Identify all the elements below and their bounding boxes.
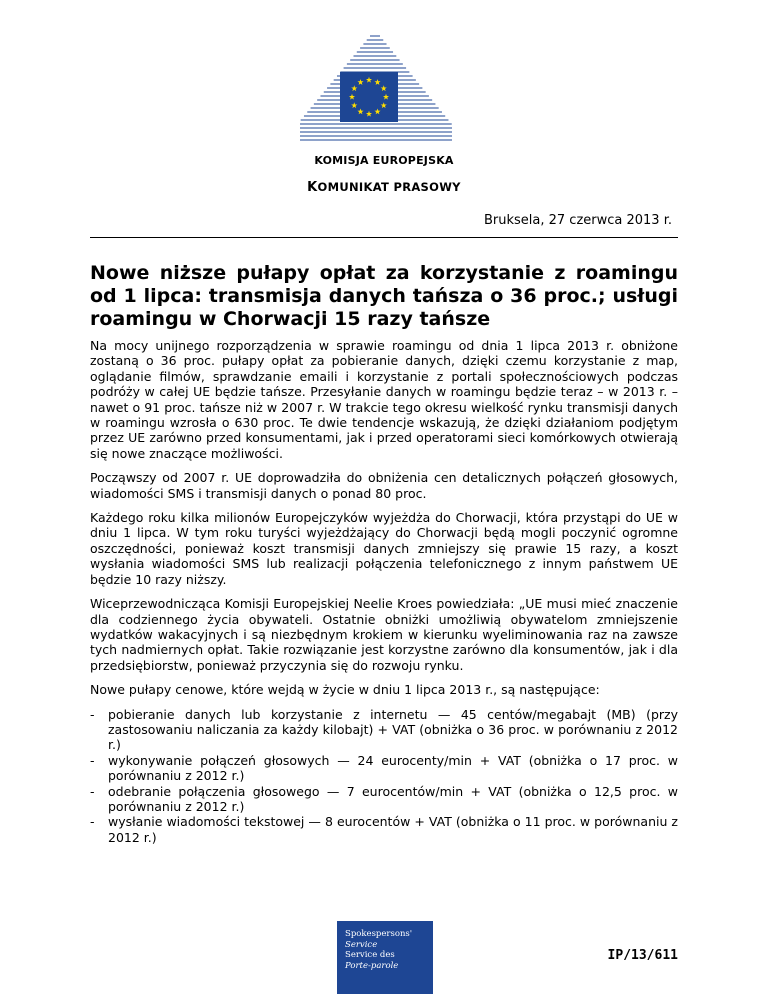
dateline: Bruksela, 27 czerwca 2013 r. <box>483 213 672 228</box>
list-item <box>90 707 678 753</box>
badge-line: Service <box>345 939 378 950</box>
paragraph: Począwszy od 2007 r. UE doprowadziła do obniżenia cen detalicznych połączeń głosowych, wiadomości SMS i transmisji danych o ponad 80 proc. <box>90 470 678 501</box>
header-divider <box>90 237 678 238</box>
price-cap-list <box>90 707 678 846</box>
paragraph: Każdego roku kilka milionów Europejczyków wyjeżdża do Chorwacji, która przystąpi do UE w dniu 1 lipca. W tym roku turyści wyjeżdżający do Chorwacji będą mogli poczynić ogromne oszczędności, ponieważ koszt transmisji danych zmniejszy się prawie 15 razy, a koszt wysłania wiadomości SMS lub realizacji połączenia telefonicznego z innym państwem UE będzie 10 razy niższy. <box>90 510 678 587</box>
paragraph: Na mocy unijnego rozporządzenia w sprawie roamingu od dnia 1 lipca 2013 r. obniżone zostaną o 36 proc. pułapy opłat za pobieranie danych, dzięki czemu korzystanie z map, oglądanie filmów, sprawdzanie emaili i korzystanie z portali społecznościowych podczas podróży w całej UE będzie tańsze. Przesyłanie danych w roamingu będzie teraz – w 2013 r. – nawet o 91 proc. tańsze niż w 2007 r. W trakcie tego okresu wielkość rynku transmisji danych w roamingu wzrosła o 630 proc. Te dwie tendencje wskazują, że dzięki działaniom podjętym przez UE zarówno przed konsumentami, jak i przed operatorami sieci komórkowych otwierają się nowe znaczące możliwości. <box>90 338 678 461</box>
organization-name: KOMISJA EUROPEJSKA <box>314 154 454 167</box>
release-type-rest: OMUNIKAT PRASOWY <box>317 180 461 194</box>
article-body <box>90 338 678 845</box>
paragraph: Wiceprzewodnicząca Komisji Europejskiej Neelie Kroes powiedziała: „UE musi mieć znaczenie dla codziennego życia obywateli. Ostatnie obniżki umożliwią obywatelom zmniejszenie wydatków wakacyjnych i są niezbędnym krokiem w kierunku wyeliminowania raz na zawsze tych nadmiernych opłat. Takie rozwiązanie jest korzystne zarówno dla konsumentów, jak i dla przedsiębiorstw, ponieważ przyczynia się do rozwoju rynku. <box>90 596 678 673</box>
list-marker: - <box>90 814 95 830</box>
release-type <box>0 180 768 195</box>
list-item <box>90 753 678 784</box>
list-item-text: wykonywanie połączeń głosowych — 24 eurocenty/min + VAT (obniżka o 17 proc. w porównaniu z 2012 r.) <box>108 752 678 784</box>
badge-line: Spokespersons' <box>345 929 413 939</box>
list-item-text: wysłanie wiadomości tekstowej — 8 eurocentów + VAT (obniżka o 11 proc. w porównaniu z 2012 r.) <box>108 814 678 845</box>
badge-line: Porte-parole <box>345 960 399 971</box>
logo-svg <box>296 30 458 150</box>
list-marker: - <box>90 783 95 799</box>
list-marker: - <box>90 706 95 722</box>
spokespersons-service-badge <box>337 921 433 994</box>
list-marker: - <box>90 752 95 768</box>
badge-line: Service des <box>345 950 395 960</box>
list-item-text: odebranie połączenia głosowego — 7 eurocentów/min + VAT (obniżka o 12,5 proc. w porównaniu z 2012 r.) <box>108 783 678 814</box>
list-item <box>90 784 678 815</box>
european-commission-logo-icon <box>296 30 458 150</box>
press-release-reference: IP/13/611 <box>607 948 678 963</box>
paragraph: Nowe pułapy cenowe, które wejdą w życie w dniu 1 lipca 2013 r., są następujące: <box>90 682 600 698</box>
headline: Nowe niższe pułapy opłat za korzystanie z roamingu od 1 lipca: transmisja danych tańsza o 36 proc.; usługi roamingu w Chorwacji 15 razy tańsze <box>90 262 678 330</box>
list-item-text: pobieranie danych lub korzystanie z internetu — 45 centów/megabajt (MB) (przy zastosowaniu naliczania za każdy kilobajt) + VAT (obniżka o 36 proc. w porównaniu z 2012 r.) <box>108 706 678 753</box>
list-item <box>90 814 678 845</box>
release-type-initial: K <box>307 180 318 195</box>
